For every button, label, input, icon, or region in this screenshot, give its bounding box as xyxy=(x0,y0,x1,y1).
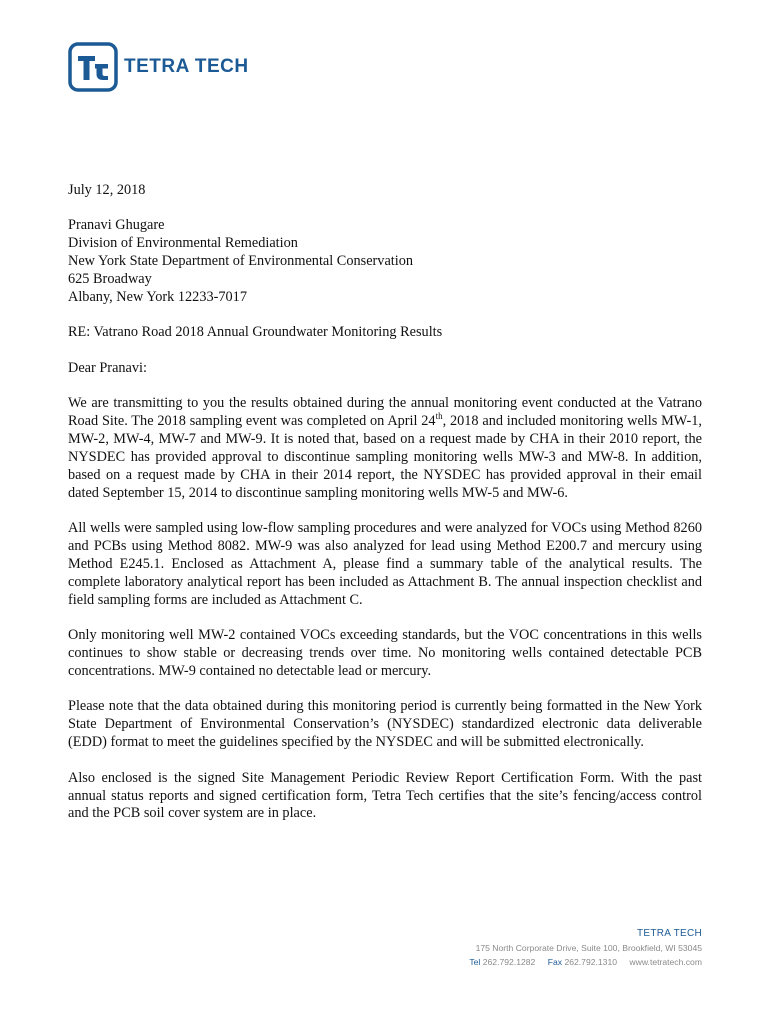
tetra-tech-logo xyxy=(68,42,249,92)
ordinal-suffix: th xyxy=(435,411,443,422)
recipient-address xyxy=(68,217,702,307)
paragraph-1-part-a: We are transmitting to you the results obtained during the annual monitoring event conducted at the Vatrano Road Site. The 2018 sampling event was completed on April 24 xyxy=(68,395,702,430)
tel-number: 262.792.1282 xyxy=(482,957,536,967)
logo-wordmark: TETRA TECH xyxy=(124,56,249,77)
subject-line: RE: Vatrano Road 2018 Annual Groundwater Monitoring Results xyxy=(68,324,443,341)
paragraph-2: All wells were sampled using low-flow sampling procedures and were analyzed for VOCs using Method 8260 and PCBs using Method 8082. MW-9 was also analyzed for lead using Method E200.7 and mercury using Method E245.1. Enclosed as Attachment A, please find a summary table of the analytical results. The complete laboratory analytical report has been included as Attachment B. The annual inspection checklist and field sampling forms are included as Attachment C. xyxy=(68,520,702,608)
paragraph-1-part-b: , 2018 and included monitoring wells MW-1, MW-2, MW-4, MW-7 and MW-9. It is noted that, based on a request made by CHA in their 2010 report, the NYSDEC has provided approval to discontinue sampling monitoring wells MW-3 and MW-8. In addition, based on a request made by CHA in their 2014 report, the NYSDEC has provided approval in their email dated September 15, 2014 to discontinue sampling monitoring wells MW-5 and MW-6. xyxy=(68,413,702,501)
recipient-division: Division of Environmental Remediation xyxy=(68,235,298,252)
fax-label: Fax xyxy=(547,957,563,967)
footer-contacts xyxy=(469,955,702,969)
letter-date: July 12, 2018 xyxy=(68,182,146,198)
footer-address: 175 North Corporate Drive, Suite 100, Brookfield, WI 53045 xyxy=(475,943,702,953)
paragraph-5: Also enclosed is the signed Site Management Periodic Review Report Certification Form. With the past annual status reports and signed certification form, Tetra Tech certifies that the site’s fencing/access control and the PCB soil cover system are in place. xyxy=(68,769,702,822)
paragraph-3: Only monitoring well MW-2 contained VOCs exceeding standards, but the VOC concentrations in this wells continues to show stable or decreasing trends over time. No monitoring wells contained detectable PCB concentrations. MW-9 contained no detectable lead or mercury. xyxy=(68,627,702,680)
fax-number: 262.792.1310 xyxy=(564,957,618,967)
salutation: Dear Pranavi: xyxy=(68,359,147,376)
paragraph-4: Please note that the data obtained during this monitoring period is currently being formatted in the New York State Department of Environmental Conservation’s (NYSDEC) standardized electronic data deliverable (EDD) format to meet the guidelines specified by the NYSDEC and will be submitted electronically. xyxy=(68,698,702,751)
recipient-city: Albany, New York 12233-7017 xyxy=(68,289,247,306)
recipient-name: Pranavi Ghugare xyxy=(68,217,165,234)
paragraph-1 xyxy=(68,395,702,502)
recipient-department: New York State Department of Environmental Conservation xyxy=(68,253,414,270)
letter-body xyxy=(68,182,702,841)
letterhead-footer xyxy=(469,927,702,969)
footer-company: TETRA TECH xyxy=(636,928,702,939)
tetra-tech-logo-icon xyxy=(68,42,118,92)
tel-label: Tel xyxy=(469,957,481,967)
recipient-street: 625 Broadway xyxy=(68,271,152,288)
website-link[interactable]: www.tetratech.com xyxy=(629,957,702,967)
